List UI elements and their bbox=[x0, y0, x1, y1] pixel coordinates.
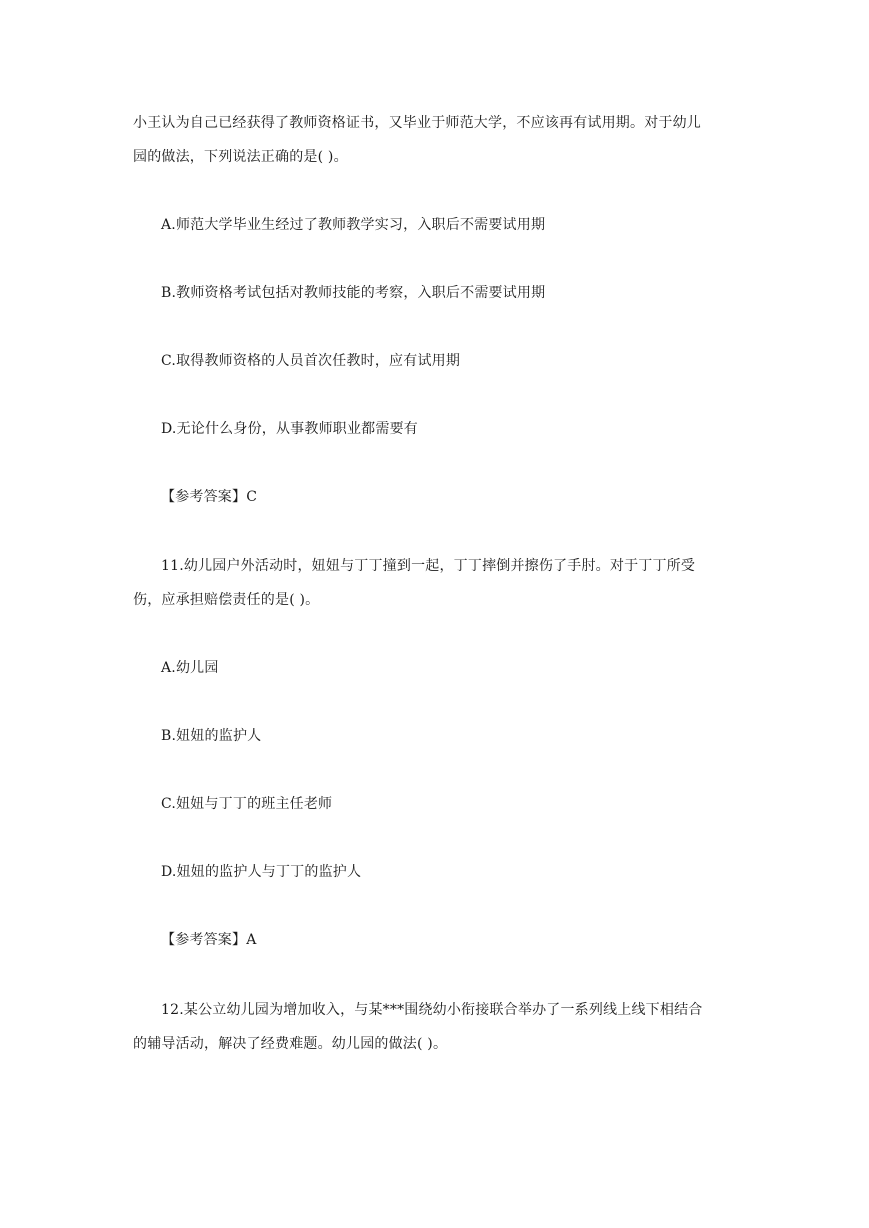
q11-option-b: B.妞妞的监护人 bbox=[161, 728, 262, 744]
q11-option-d: D.妞妞的监护人与丁丁的监护人 bbox=[161, 864, 362, 880]
q11-stem-line-1: 11.幼儿园户外活动时，妞妞与丁丁撞到一起，丁丁摔倒并擦伤了手肘。对于丁丁所受 bbox=[161, 558, 696, 574]
q10-answer: 【参考答案】C bbox=[161, 489, 258, 505]
q11-option-c: C.妞妞与丁丁的班主任老师 bbox=[161, 796, 333, 812]
q11-answer: 【参考答案】A bbox=[161, 932, 257, 948]
q12-stem-line-2: 的辅导活动，解决了经费难题。幼儿园的做法( )。 bbox=[133, 1036, 448, 1052]
q10-option-c: C.取得教师资格的人员首次任教时，应有试用期 bbox=[161, 353, 461, 369]
q11-option-a: A.幼儿园 bbox=[161, 660, 219, 676]
q12-stem-line-1: 12.某公立幼儿园为增加收入，与某***围绕幼小衔接联合举办了一系列线上线下相结合 bbox=[161, 1002, 703, 1018]
q10-option-b: B.教师资格考试包括对教师技能的考察，入职后不需要试用期 bbox=[161, 285, 546, 301]
q10-stem-line-1: 小王认为自己已经获得了教师资格证书，又毕业于师范大学，不应该再有试用期。对于幼儿 bbox=[133, 115, 701, 131]
q10-stem-line-2: 园的做法，下列说法正确的是( )。 bbox=[133, 149, 348, 165]
q11-stem-line-2: 伤，应承担赔偿责任的是( )。 bbox=[133, 592, 320, 608]
q10-option-a: A.师范大学毕业生经过了教师教学实习，入职后不需要试用期 bbox=[161, 217, 546, 233]
q10-option-d: D.无论什么身份，从事教师职业都需要有 bbox=[161, 421, 418, 437]
